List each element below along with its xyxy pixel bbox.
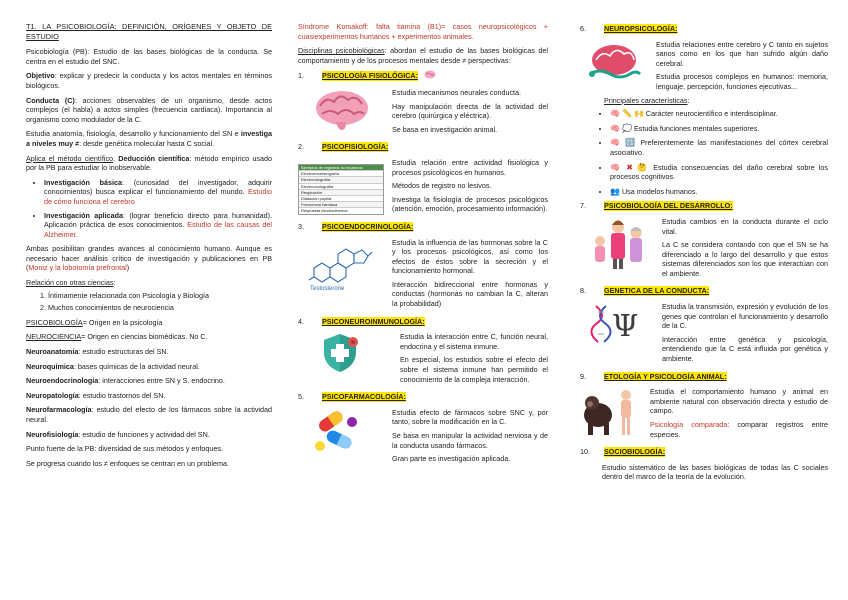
neurophysiology-text: : estudio de funciones y actividad del SN. [78, 429, 210, 439]
behavior-text: : acciones observables de un organismo, desde actos complejos (el habla) a actos simples (frecuencia cardiaca). Importancia al organismo como modulador de la C. [26, 95, 273, 124]
section-heading [580, 447, 828, 457]
section-number: 7. [580, 201, 586, 211]
neuroscience-line [26, 332, 272, 342]
section-text [400, 332, 548, 388]
relation-label: Relación con otras ciencias [26, 278, 114, 288]
neurochemistry-label: Neuroquímica [26, 361, 74, 371]
section-text [392, 158, 548, 218]
section-paragraph: Estudia mecanismos neurales conducta. [392, 87, 522, 97]
both-text-a: Ambas posibilitan grandes avances al conocimiento humano. Aunque es necesario hacer análisis crítico de investigación y publicaciones en PB ( [26, 244, 272, 273]
neuroendocrinology-label: Neuroendocrinología [26, 376, 99, 386]
deduction-label: Deducción científica [118, 153, 190, 163]
table-row: Dilatación pupilar [299, 195, 383, 201]
section-paragraph: Estudia relación entre actividad fisiológica y procesos psicológicos en humanos. [392, 157, 548, 177]
behavior-label: Conducta (C) [26, 95, 75, 105]
section-body [298, 332, 548, 388]
section-body [298, 88, 548, 138]
list-item [610, 124, 828, 134]
section-title: PSICOFISIOLOGÍA: [322, 142, 389, 152]
section-paragraph: Estudio sistemático de las bases biológicas de todas las C sociales dentro del marco de la teoría de la evolución. [602, 462, 828, 482]
column-middle [298, 22, 548, 468]
psychobiology-label: PSICOBIOLOGÍA [26, 317, 83, 327]
neurophysiology-line [26, 430, 272, 440]
neurochemistry-text: : bases químicas de la actividad neural. [73, 361, 200, 371]
both-paragraph [26, 244, 272, 273]
method-label: Aplica el método científico [26, 153, 114, 163]
section-title: PSICONEUROINMUNOLOGÍA: [322, 316, 425, 326]
moniz-text: Moniz y la lobotomía prefrontal [28, 263, 127, 273]
korsakoff-paragraph: Síndrome Korsakoff: falta tiamina (B1)= casos neuropsicológicos + cuasiexperimentos humanos + experimentos animales. [298, 22, 548, 41]
neuropathology-text: : estudio trastornos del SN. [78, 390, 166, 400]
neuropathology-line [26, 391, 272, 401]
section-number: 6. [580, 24, 586, 33]
studies-text-b: investiga a niveles muy ≠ [26, 129, 272, 148]
table-row: Respiración [299, 189, 383, 195]
section-paragraph: Estudia relaciones entre cerebro y C tanto en sujetos sanos como en los que han sufrido algún daño cerebral. [656, 39, 828, 68]
section-heading [580, 286, 828, 296]
basic-research-example: Estudio de cómo funciona el cerebro [44, 187, 272, 206]
applied-research-text: : (lograr beneficio directo para humanidad). Aplicación práctica de esos conocimientos. [44, 210, 273, 230]
features-heading [580, 96, 828, 106]
list-item: 2. Muchos conocimientos de neurociencia [48, 303, 272, 313]
applied-research-label: Investigación aplicada [44, 210, 124, 220]
feature-text: Preferentemente las manifestaciones del córtex cerebral asociativo. [610, 138, 829, 157]
objective-label: Objetivo [26, 71, 55, 81]
research-types-list [26, 178, 272, 240]
section-body [580, 302, 828, 368]
section-title: PSICOFARMACOLOGÍA: [322, 392, 406, 402]
section-paragraph: Estudia la interacción entre C, función neural, endocrina y el sistema inmune. [400, 332, 548, 351]
psychobiology-text: = Origen en la psicología [82, 317, 163, 327]
section-paragraph: Investiga la fisiología de procesos psicológicos (atención, emoción, procesamiento información). [392, 194, 548, 214]
immune-shield-icon [298, 332, 392, 388]
cross-icon: ✖ [626, 162, 633, 172]
document-title: T1. LA PSICOBIOLOGÍA: DEFINICIÓN, ORÍGENES Y OBJETO DE ESTUDIO [26, 22, 272, 41]
section-body [298, 408, 548, 468]
feature-text: Estudia funciones mentales superiores. [633, 123, 760, 133]
brain-icon: 🧠 [610, 109, 620, 119]
table-header: Ejemplos de registros no invasivos [299, 165, 383, 170]
neuroendocrinology-line [26, 376, 272, 386]
section-heading [298, 222, 548, 232]
brain-icon [424, 70, 436, 82]
people-icon: 🙌 [633, 109, 644, 119]
basic-research-label: Investigación básica [44, 177, 123, 187]
table-row: Electrooculografía [299, 183, 383, 189]
section-body [298, 158, 548, 218]
section-title: PSICOENDOCRINOLOGÍA: [322, 221, 414, 231]
people-icon: 👥 [610, 186, 620, 196]
neuroanatomy-text: : estudio estructuras del SN. [78, 347, 169, 357]
section-paragraph: Se basa en manipular la actividad nerviosa y de la conducta usando fármacos. [392, 431, 548, 450]
relation-heading [26, 278, 272, 288]
registros-table [298, 158, 384, 218]
section-heading [298, 142, 548, 152]
pills-icon [298, 408, 384, 468]
list-item [44, 178, 272, 207]
neuropharmacology-line [26, 405, 272, 424]
section-number: 2. [298, 142, 304, 152]
section-title: ETOLOGÍA Y PSICOLOGÍA ANIMAL: [604, 371, 727, 381]
section-number: 10. [580, 447, 590, 457]
brain-icon [298, 88, 384, 138]
dna-psi-icon [580, 302, 654, 368]
basic-research-text: : (curiosidad del investigador, adquirir conocimientos) busca explicar el funcionamiento del mundo. [44, 177, 272, 197]
neuron-brain-icon [580, 40, 648, 96]
section-paragraph: Métodos de registro no lesivos. [392, 181, 492, 191]
thinking-face-icon: 🤔 [637, 162, 650, 172]
section-text [392, 408, 548, 468]
section-number: 3. [298, 221, 304, 231]
section-heading [298, 317, 548, 327]
neuroanatomy-label: Neuroanatomía [26, 347, 79, 357]
section-paragraph: Hay manipulación directa de la actividad del cerebro (quirúrgica y eléctrica). [392, 101, 548, 121]
objective-text: : explicar y predecir la conducta y los actos mentales en términos biológicos. [26, 71, 272, 90]
section-paragraph: Estudia efecto de fármacos sobre SNC y, por tanto, sobre la modificación en la C. [392, 407, 548, 427]
section-paragraph: Se basa en investigación animal. [392, 124, 498, 134]
disciplines-label: Disciplinas psicobiológicas [298, 46, 385, 56]
brain-icon: 🧠 [610, 162, 623, 172]
column-left [26, 22, 272, 473]
studies-text-a: Estudia anatomía, fisiología, desarrollo y funcionamiento del SN e [26, 129, 241, 139]
ruler-icon: 📏 [621, 109, 632, 119]
neuroscience-text: = Origen en ciencias biomédicas. No C. [81, 332, 208, 342]
family-generations-icon [580, 217, 654, 283]
table-row: Respuesta electrodérmica [299, 207, 383, 213]
list-item [610, 163, 828, 182]
section-paragraph: Interacción entre genética y psicología, entendiendo que la C está influida por genética y ambiente. [662, 334, 828, 364]
disciplines-text: : abordan el estudio de las bases biológicas del comportamiento y de los procesos mentales desde ≠ perspectivas: [298, 46, 548, 65]
section-number: 1. [298, 71, 304, 81]
psychobiology-line [26, 318, 272, 328]
features-list [580, 109, 828, 196]
section-text [662, 217, 828, 283]
applied-research-example: Estudio de las causas del Alzheimer. [44, 220, 272, 239]
section-paragraph: Estudia el comportamiento humano y animal en ambiente natural con observación directa y estudio de campo. [650, 387, 828, 416]
section-body [298, 238, 548, 313]
feature-text: Carácter neurocientífico e interdisciplinar. [645, 109, 778, 119]
section-body [580, 40, 828, 96]
list-item [610, 109, 828, 119]
section-paragraph: Interacción bidireccional entre hormonas y conductas (hormonas no cambian la C, alteran la probabilidad) [392, 279, 548, 309]
list-item [610, 138, 828, 157]
grid-icon: 🔠 [625, 138, 637, 148]
records-table [298, 164, 384, 215]
testosterone-molecule-icon [298, 238, 384, 313]
section-number: 4. [298, 316, 304, 326]
relation-colon: : [113, 278, 116, 288]
strength-line: Punto fuerte de la PB: diversidad de sus métodos y enfoques. [26, 444, 223, 454]
table-row: Frecuencia cardíaca [299, 201, 383, 207]
section-title: PSICOLOGÍA FISIOLÓGICA: [322, 71, 418, 81]
section-paragraph: En especial, los estudios sobre el efecto del sobre el sistema inmune han permitido el conocimiento de la compleja interacción. [400, 355, 548, 384]
table-body [299, 170, 383, 213]
features-label: Principales características [604, 95, 688, 105]
definition-paragraph: Psicobiología (PB): Estudio de las bases biológicas de la conducta. Se centra en el estudio del SNC. [26, 47, 272, 66]
section-title: NEUROPSICOLOGÍA: [604, 24, 678, 33]
studies-text-c: : desde genética molecular hasta C social. [79, 138, 215, 148]
section-paragraph [650, 420, 828, 439]
objective-paragraph [26, 71, 272, 90]
section-title: SOCIOBIOLOGÍA: [604, 447, 666, 457]
neuroscience-label: NEUROCIENCIA [26, 332, 82, 342]
table-row: Electroencefalografía [299, 170, 383, 176]
ape-human-icon [580, 387, 642, 443]
table-row: Electromiografía [299, 176, 383, 182]
section-heading [580, 24, 828, 34]
studies-paragraph [26, 129, 272, 148]
brain-icon: 🧠 [610, 138, 622, 148]
section-body [580, 217, 828, 283]
section-paragraph: Estudia procesos complejos en humanos: memoria, lenguaje, percepción, funciones ejecutivas... [656, 72, 828, 91]
section-heading [580, 201, 828, 211]
section-body [580, 387, 828, 443]
section-number: 8. [580, 286, 586, 296]
neuroanatomy-line [26, 347, 272, 357]
section-heading [298, 392, 548, 402]
section-paragraph: Gran parte es investigación aplicada. [392, 454, 511, 464]
section-number: 9. [580, 371, 586, 381]
comparative-label: Psicología comparada [650, 420, 728, 429]
speech-bubble-icon: 💭 [621, 123, 632, 133]
column-right [580, 22, 828, 487]
method-paragraph [26, 154, 272, 173]
section-text [650, 387, 828, 443]
disciplines-paragraph [298, 46, 548, 65]
neuropharmacology-label: Neurofarmacología [26, 405, 92, 415]
svg-text:Ψ: Ψ [612, 309, 639, 345]
progress-line: Se progresa cuando los ≠ enfoques se centran en un problema. [26, 458, 229, 468]
brain-icon: 🧠 [610, 123, 620, 133]
neuropathology-label: Neuropatología [26, 390, 79, 400]
molecule-label: Testosterone [310, 285, 345, 292]
neuroendocrinology-text: : interacciones entre SN y S. endocrino. [98, 376, 225, 386]
section-text [662, 302, 828, 368]
features-colon: : [687, 95, 690, 105]
section-title: PSICOBIOLOGÍA DEL DESARROLLO: [604, 201, 733, 211]
section-paragraph: Estudia la transmisión, expresión y evolución de los genes que controlan el funcionamiento y desarrollo de la C. [662, 302, 828, 331]
section-title: GENETICA DE LA CONDUCTA: [604, 286, 710, 296]
deduction-text: : método empírico usado por la PB para estudiar lo inobservable. [26, 153, 273, 173]
section-paragraph: Estudia la influencia de las hormonas sobre la C y los procesos psicológicos, así como los efectos de éstos sobre la secreción y el funcionamiento hormonal. [392, 237, 548, 276]
section-paragraph: La C se considera contando con que el SN se ha diferenciado a lo largo del desarrollo y que estos sistemas diferenciados son los que interactúan con el ambiente. [662, 240, 828, 278]
neurochemistry-line [26, 362, 272, 372]
method-sep: . [113, 153, 119, 163]
feature-text: Estudia consecuencias del daño cerebral sobre los procesos cognitivos. [610, 162, 829, 182]
feature-text: Usa modelos humanos. [621, 186, 698, 196]
list-item [610, 187, 828, 197]
section-text [392, 238, 548, 313]
behavior-paragraph [26, 96, 272, 125]
list-item: 1. Íntimamente relacionada con Psicología y Biología [48, 291, 272, 301]
comparative-text: : comparar registros entre especies. [650, 420, 828, 439]
section-paragraph: Estudia cambios en la conducta durante el ciclo vital. [662, 216, 828, 236]
neuropharmacology-text: : estudio del efecto de los fármacos sobre la actividad neural. [26, 405, 272, 424]
section-text [392, 88, 548, 138]
section-number: 5. [298, 392, 304, 402]
relation-list [26, 291, 272, 313]
section-heading [298, 70, 548, 82]
section-heading [580, 372, 828, 382]
list-item [44, 211, 272, 240]
section-text [656, 40, 828, 96]
neurophysiology-label: Neurofisiología [26, 429, 79, 439]
both-text-b: ) [126, 263, 130, 273]
